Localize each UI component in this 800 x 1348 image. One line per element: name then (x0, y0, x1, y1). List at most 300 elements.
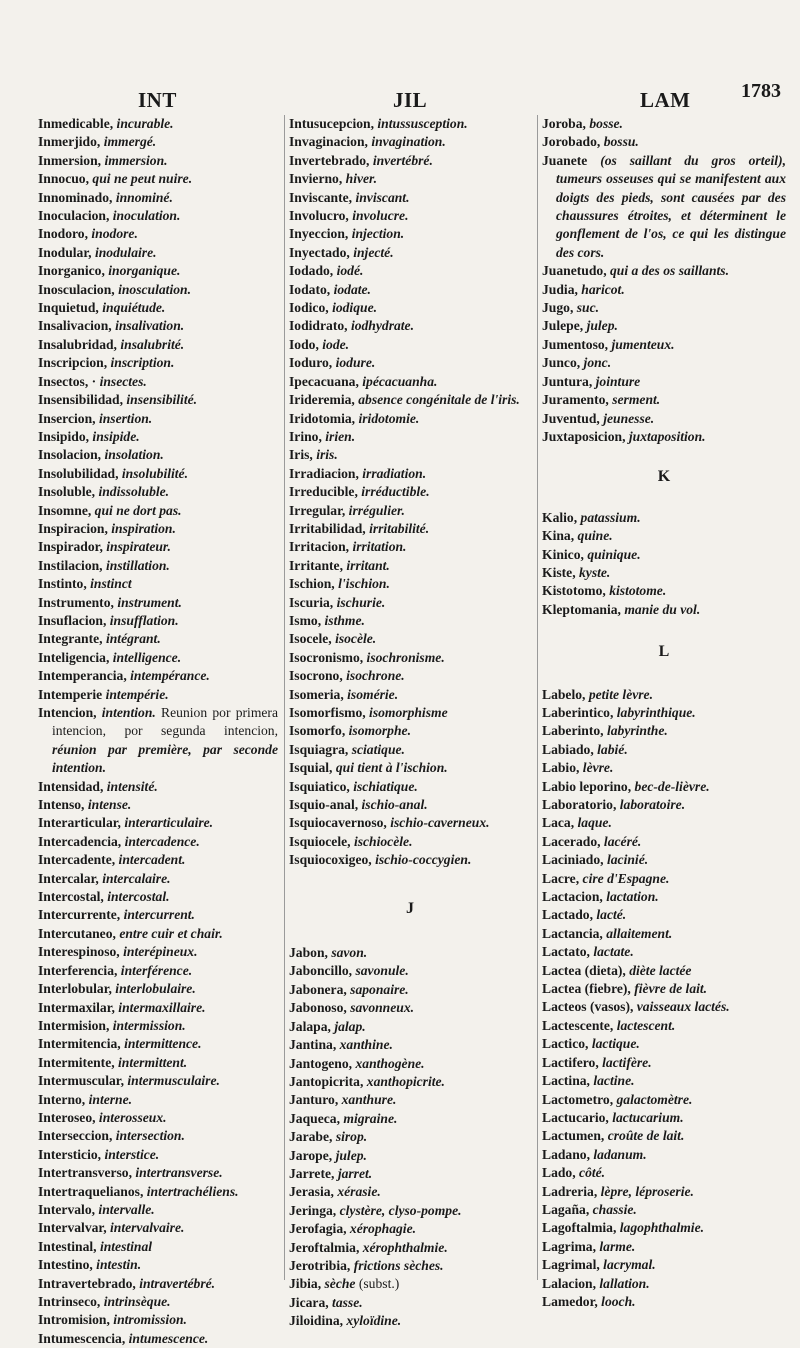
dictionary-entry (38, 778, 278, 796)
dictionary-entry (38, 465, 278, 483)
entry-headword: Lactea (fiebre), (542, 981, 635, 997)
entry-headword: Inviscante, (289, 189, 356, 205)
entry-headword: Laboratorio, (542, 797, 620, 812)
entry-translation: lactescent. (616, 1017, 676, 1033)
dictionary-entry (542, 1054, 786, 1072)
dictionary-entry (38, 686, 278, 704)
entry-translation: hiver. (345, 171, 377, 187)
entry-translation: intertransverse. (135, 1165, 223, 1181)
entry-headword: Jorobado, (542, 134, 604, 150)
dictionary-entry (289, 1091, 531, 1109)
dictionary-entry (38, 152, 278, 170)
dictionary-entry (289, 1073, 531, 1091)
dictionary-entry (542, 1091, 786, 1109)
entry-translation: manie du vol. (624, 601, 701, 617)
entry-headword: Intumescencia, (38, 1330, 129, 1346)
entry-headword: Lactescente, (542, 1017, 617, 1033)
entry-headword: Instrumento, (38, 594, 118, 610)
dictionary-entry (38, 428, 278, 446)
entry-translation: intermission. (112, 1017, 186, 1033)
entry-translation: absence congénitale de l'iris. (358, 392, 520, 408)
dictionary-entry (38, 244, 278, 262)
dictionary-entry (38, 170, 278, 188)
entry-headword: Inoculacion, (38, 208, 113, 224)
entry-translation: immersion. (104, 152, 168, 168)
dictionary-entry (38, 943, 278, 961)
entry-headword: Lado, (542, 1165, 580, 1181)
entry-translation: isomérie. (347, 686, 399, 702)
dictionary-entry (38, 1275, 278, 1293)
entry-translation: fièvre de lait. (634, 981, 708, 997)
entry-headword: Intertraquelianos, (38, 1183, 147, 1199)
entry-headword: Inscripcion, (38, 355, 111, 371)
entry-translation: interférence. (120, 962, 193, 978)
dictionary-entry (289, 1312, 531, 1330)
entry-translation: iodique. (332, 300, 377, 316)
entry-headword: Insensibilidad, (38, 392, 127, 408)
entry-headword: Intestino, (38, 1257, 97, 1273)
entry-headword: Lactina, (542, 1073, 594, 1089)
entry-headword: Inorganico, (38, 263, 109, 279)
dictionary-entry (289, 299, 531, 317)
dictionary-entry (38, 870, 278, 888)
entry-translation: labyrinthe. (606, 723, 668, 739)
entry-translation: sirop. (335, 1129, 368, 1145)
dictionary-entry (542, 115, 786, 133)
entry-headword: Inmerjido, (38, 134, 104, 150)
entry-translation: instinct (90, 576, 132, 592)
entry-translation: côté. (579, 1165, 606, 1181)
entry-translation: laboratoire. (619, 797, 686, 812)
entry-translation: interarticulaire. (124, 815, 214, 831)
entry-translation: xyloïdine. (346, 1313, 402, 1329)
dictionary-entry (38, 1256, 278, 1274)
entry-headword: Janturo, (289, 1092, 342, 1108)
dictionary-entry (289, 391, 531, 409)
entry-headword: Involucro, (289, 208, 353, 224)
dictionary-entry (289, 741, 531, 759)
entry-headword: Isocrono, (289, 668, 347, 684)
entry-translation: insertion. (98, 410, 153, 426)
dictionary-entry (38, 225, 278, 243)
entry-headword: Isquiagra, (289, 741, 352, 757)
entry-headword: Isquiocoxigeo, (289, 852, 376, 868)
entry-translation: insectes. (99, 373, 147, 389)
dictionary-entry (38, 612, 278, 630)
entry-headword: Intermaxilar, (38, 999, 119, 1015)
entry-translation: intussusception. (377, 116, 468, 131)
entry-headword: Lactacion, (542, 889, 607, 905)
entry-translation: jonc. (583, 355, 612, 371)
entry-headword: Lactato, (542, 944, 594, 960)
entry-headword: Juventud, (542, 410, 604, 426)
entry-translation: inscription. (110, 355, 175, 371)
dictionary-entry (542, 582, 786, 600)
dictionary-entry (38, 520, 278, 538)
entry-headword: Intercurrente, (38, 907, 124, 923)
entry-translation: ischio-coccygien. (375, 852, 472, 868)
entry-headword: Instinto, (38, 576, 91, 592)
entry-translation: lèvre. (582, 760, 614, 776)
dictionary-entry (289, 851, 531, 869)
column-rule (284, 115, 285, 1280)
entry-translation: iodate. (333, 281, 371, 297)
entry-translation: incurable. (116, 116, 174, 131)
dictionary-entry (289, 1036, 531, 1054)
entry-translation: intersection. (115, 1128, 185, 1144)
dictionary-entry (289, 133, 531, 151)
entry-headword: Interseccion, (38, 1128, 116, 1144)
dictionary-entry (38, 1201, 278, 1219)
entry-headword: Insoluble, (38, 484, 99, 500)
entry-translation: interne. (88, 1091, 133, 1107)
running-head-center: JIL (393, 88, 428, 112)
entry-headword: Intermuscular, (38, 1073, 128, 1089)
dictionary-entry (289, 759, 531, 777)
entry-translation: innominé. (115, 189, 173, 205)
entry-translation: intercadent. (118, 852, 186, 868)
entry-translation: migraine. (343, 1110, 398, 1126)
entry-translation: insipide. (92, 428, 140, 444)
dictionary-entry (289, 594, 531, 612)
entry-headword: Intrinseco, (38, 1294, 104, 1309)
dictionary-entry (289, 1202, 531, 1220)
entry-headword: Lagaña, (542, 1201, 593, 1217)
dictionary-entry (289, 814, 531, 832)
entry-headword: Kistotomo, (542, 583, 610, 599)
entry-translation: xérophthalmie. (362, 1239, 448, 1255)
dictionary-entry (38, 262, 278, 280)
dictionary-entry (542, 336, 786, 354)
entry-translation: vaisseaux lactés. (636, 999, 730, 1015)
dictionary-entry (38, 575, 278, 593)
entry-list (542, 115, 786, 446)
dictionary-entry (289, 1275, 531, 1293)
dictionary-entry (542, 796, 786, 814)
dictionary-entry (289, 336, 531, 354)
dictionary-entry (38, 133, 278, 151)
entry-translation: sèche (324, 1276, 356, 1292)
entry-translation: irréductible. (361, 484, 430, 500)
entry-translation: injecté. (353, 244, 394, 260)
dictionary-entry (289, 262, 531, 280)
entry-translation: invagination. (371, 134, 446, 150)
dictionary-entry (289, 999, 531, 1017)
entry-headword: Juanetudo, (542, 263, 610, 279)
dictionary-entry (289, 410, 531, 428)
entry-translation: clystère, clyso-pompe. (339, 1202, 462, 1218)
entry-translation: intensité. (106, 778, 158, 794)
entry-headword: Labio leporino, (542, 778, 635, 794)
entry-translation: ischurie. (336, 594, 386, 610)
dictionary-entry (542, 1035, 786, 1053)
entry-translation: intrinsèque. (103, 1294, 171, 1309)
dictionary-entry (289, 1018, 531, 1036)
entry-headword: Inmersion, (38, 152, 105, 168)
entry-translation: intempérance. (130, 668, 210, 684)
entry-headword: Intestinal, (38, 1238, 100, 1254)
entry-headword: Intensidad, (38, 778, 107, 794)
dictionary-entry (289, 1257, 531, 1275)
entry-headword: Intermision, (38, 1017, 113, 1033)
dictionary-entry (289, 1128, 531, 1146)
entry-headword: Jabon, (289, 945, 332, 961)
entry-translation: tasse. (332, 1294, 363, 1310)
entry-headword: Innocuo, (38, 171, 93, 187)
entry-translation: intelligence. (112, 649, 182, 665)
dictionary-entry (38, 594, 278, 612)
entry-headword: Invaginacion, (289, 134, 372, 150)
dictionary-entry (38, 1146, 278, 1164)
entry-translation: sciatique. (351, 741, 405, 757)
entry-list (38, 115, 278, 1348)
entry-translation: xanthogène. (355, 1055, 425, 1071)
dictionary-entry (38, 336, 278, 354)
dictionary-entry (38, 1219, 278, 1237)
entry-translation: labyrinthique. (616, 704, 696, 720)
entry-translation: lagophthalmie. (619, 1220, 704, 1236)
dictionary-entry (38, 502, 278, 520)
entry-headword: Joroba, (542, 116, 590, 131)
entry-headword: Isquiocavernoso, (289, 815, 391, 831)
entry-headword: Interno, (38, 1091, 89, 1107)
dictionary-entry (38, 207, 278, 225)
entry-translation: juxtaposition. (628, 428, 706, 444)
entry-translation: iode. (322, 336, 350, 352)
entry-headword: Intemperie (38, 686, 106, 702)
entry-headword: Ipecacuana, (289, 373, 363, 389)
dictionary-entry (542, 1275, 786, 1293)
entry-translation: intermusculaire. (127, 1073, 220, 1089)
entry-translation: savon. (331, 945, 368, 961)
entry-headword: Jerotribia, (289, 1257, 354, 1273)
entry-headword: Inodoro, (38, 226, 92, 242)
entry-headword: Isquio-anal, (289, 797, 362, 813)
dictionary-entry (289, 981, 531, 999)
entry-headword: Irino, (289, 428, 326, 444)
entry-headword: Insuflacion, (38, 612, 110, 628)
dictionary-entry (38, 299, 278, 317)
entry-headword: Kina, (542, 528, 578, 544)
entry-headword: Irritante, (289, 557, 347, 573)
dictionary-entry (289, 207, 531, 225)
dictionary-entry (542, 962, 786, 980)
entry-translation: laque. (577, 815, 612, 831)
running-head-left: INT (138, 88, 177, 112)
entry-translation: intermittent. (118, 1054, 188, 1070)
entry-translation: xanthopicrite. (366, 1073, 445, 1089)
entry-headword: Jerasia, (289, 1184, 338, 1200)
entry-translation: iodhydrate. (350, 318, 414, 334)
dictionary-entry (38, 999, 278, 1017)
entry-headword: Laberintico, (542, 704, 617, 720)
entry-headword: Kleptomania, (542, 601, 625, 617)
dictionary-entry (542, 998, 786, 1016)
entry-translation: intempérie. (105, 686, 169, 702)
entry-headword: Jeringa, (289, 1202, 340, 1218)
entry-translation: iodé. (336, 263, 364, 279)
entry-headword: Iodidrato, (289, 318, 351, 334)
dictionary-entry (38, 538, 278, 556)
dictionary-entry (289, 1165, 531, 1183)
dictionary-entry (542, 778, 786, 796)
dictionary-entry (289, 704, 531, 722)
entry-headword: Lactancia, (542, 925, 607, 941)
dictionary-entry (289, 667, 531, 685)
entry-translation: isocèle. (335, 631, 377, 647)
dictionary-entry (38, 814, 278, 832)
dictionary-entry (289, 796, 531, 814)
entry-headword: Jicara, (289, 1294, 333, 1310)
entry-headword: Insipido, (38, 428, 93, 444)
entry-headword: Jalapa, (289, 1018, 335, 1034)
entry-headword: Jantogeno, (289, 1055, 356, 1071)
entry-headword: Integrante, (38, 631, 106, 647)
entry-translation: julep. (586, 318, 618, 334)
entry-translation: diète lactée (629, 962, 692, 978)
dictionary-entry (38, 1017, 278, 1035)
dictionary-entry (289, 538, 531, 556)
dictionary-entry (542, 1164, 786, 1182)
dictionary-entry (542, 1201, 786, 1219)
entry-translation: patassium. (580, 509, 641, 525)
dictionary-entry (289, 630, 531, 648)
running-head-right: LAM (640, 88, 691, 112)
dictionary-entry (38, 667, 278, 685)
entry-headword: Intercadente, (38, 852, 119, 868)
dictionary-entry (542, 1017, 786, 1035)
entry-translation: lacéré. (603, 833, 642, 849)
dictionary-entry (542, 262, 786, 280)
dictionary-entry (38, 281, 278, 299)
dictionary-entry (38, 1330, 278, 1348)
entry-headword: Invierno, (289, 171, 346, 187)
entry-translation: intestin. (96, 1257, 142, 1273)
entry-headword: Intencion, (38, 705, 102, 720)
entry-headword: Lactico, (542, 1036, 592, 1052)
dictionary-entry (38, 888, 278, 906)
entry-headword: Iodico, (289, 300, 333, 316)
entry-headword: Jarrete, (289, 1165, 338, 1181)
dictionary-entry (38, 189, 278, 207)
entry-translation: cire d'Espagne. (582, 870, 670, 886)
dictionary-entry (542, 391, 786, 409)
dictionary-entry (289, 612, 531, 630)
entry-headword: Inyectado, (289, 244, 354, 260)
entry-headword: Isomorfismo, (289, 705, 370, 720)
dictionary-entry (38, 1072, 278, 1090)
entry-translation: looch. (601, 1293, 636, 1309)
dictionary-entry (38, 391, 278, 409)
entry-translation: frictions sèches. (353, 1257, 444, 1273)
entry-headword: Lagrimal, (542, 1257, 604, 1273)
dictionary-entry (289, 225, 531, 243)
entry-headword: Lacre, (542, 870, 583, 886)
section-heading-j: J (406, 899, 414, 917)
dictionary-entry (38, 1109, 278, 1127)
entry-headword: Insalivacion, (38, 318, 116, 334)
entry-translation: quine. (577, 528, 613, 544)
entry-translation: involucre. (352, 208, 409, 224)
entry-list (542, 509, 786, 619)
dictionary-entry (542, 1146, 786, 1164)
entry-headword: Lactumen, (542, 1128, 608, 1144)
entry-translation: intermittence. (124, 1036, 202, 1052)
entry-translation: lactucarium. (612, 1109, 684, 1125)
entry-headword: Intemperancia, (38, 668, 131, 684)
dictionary-entry (289, 428, 531, 446)
entry-translation: kistotome. (609, 583, 667, 599)
entry-translation: intercalaire. (102, 870, 171, 886)
entry-translation: kyste. (579, 564, 611, 580)
entry-translation: insolation. (104, 447, 164, 463)
entry-translation: invertébré. (372, 152, 433, 168)
entry-translation: insufflation. (109, 612, 179, 628)
dictionary-entry (542, 601, 786, 619)
entry-translation: intumescence. (128, 1330, 209, 1346)
entry-headword: Isquial, (289, 760, 336, 776)
dictionary-entry (542, 373, 786, 391)
dictionary-entry (289, 1294, 531, 1312)
column-rule (537, 115, 538, 1280)
entry-headword: Iscuria, (289, 594, 337, 610)
entry-translation: saponaire. (350, 981, 409, 997)
dictionary-entry (289, 1220, 531, 1238)
entry-translation: allaitement. (606, 925, 673, 941)
entry-headword: Inmedicable, (38, 116, 117, 131)
entry-translation: insalivation. (115, 318, 185, 334)
dictionary-entry (542, 851, 786, 869)
entry-headword: Intermitencia, (38, 1036, 125, 1052)
entry-translation: xanthure. (341, 1092, 397, 1108)
entry-translation: qui ne dort pas. (94, 502, 182, 518)
entry-headword: Intermitente, (38, 1054, 119, 1070)
entry-headword: Irregular, (289, 502, 349, 518)
entry-headword: Laberinto, (542, 723, 607, 739)
entry-headword: Junco, (542, 355, 584, 371)
entry-translation: julep. (335, 1147, 367, 1163)
entry-headword: Inteligencia, (38, 649, 113, 665)
dictionary-entry (289, 962, 531, 980)
dictionary-entry (38, 483, 278, 501)
entry-headword: Ladreria, (542, 1183, 601, 1199)
dictionary-entry (542, 410, 786, 428)
entry-headword: Jeroftalmia, (289, 1239, 363, 1255)
entry-headword: Jumentoso, (542, 336, 612, 352)
entry-headword: Intervalvar, (38, 1220, 110, 1236)
entry-headword: Inodular, (38, 244, 95, 260)
entry-translation: entre cuir et chair. (119, 925, 223, 941)
entry-translation: iris. (316, 447, 338, 463)
dictionary-entry (542, 527, 786, 545)
dictionary-entry (289, 115, 531, 133)
dictionary-entry (38, 962, 278, 980)
dictionary-entry (38, 354, 278, 372)
entry-headword: Jabonoso, (289, 1000, 351, 1016)
entry-translation: isthme. (324, 612, 365, 628)
dictionary-entry (289, 686, 531, 704)
entry-translation: savonneux. (350, 1000, 415, 1016)
entry-translation: irritabilité. (369, 520, 430, 536)
entry-headword: Laca, (542, 815, 578, 831)
entry-headword: Lacteos (vasos), (542, 999, 637, 1015)
dictionary-entry (289, 1239, 531, 1257)
dictionary-entry (38, 410, 278, 428)
entry-translation: lactifère. (602, 1054, 652, 1070)
entry-translation: savonule. (355, 963, 409, 979)
entry-translation: bec-de-lièvre. (634, 778, 710, 794)
entry-note: Reunion por primera intencion, por segunda intencion, (52, 705, 278, 739)
